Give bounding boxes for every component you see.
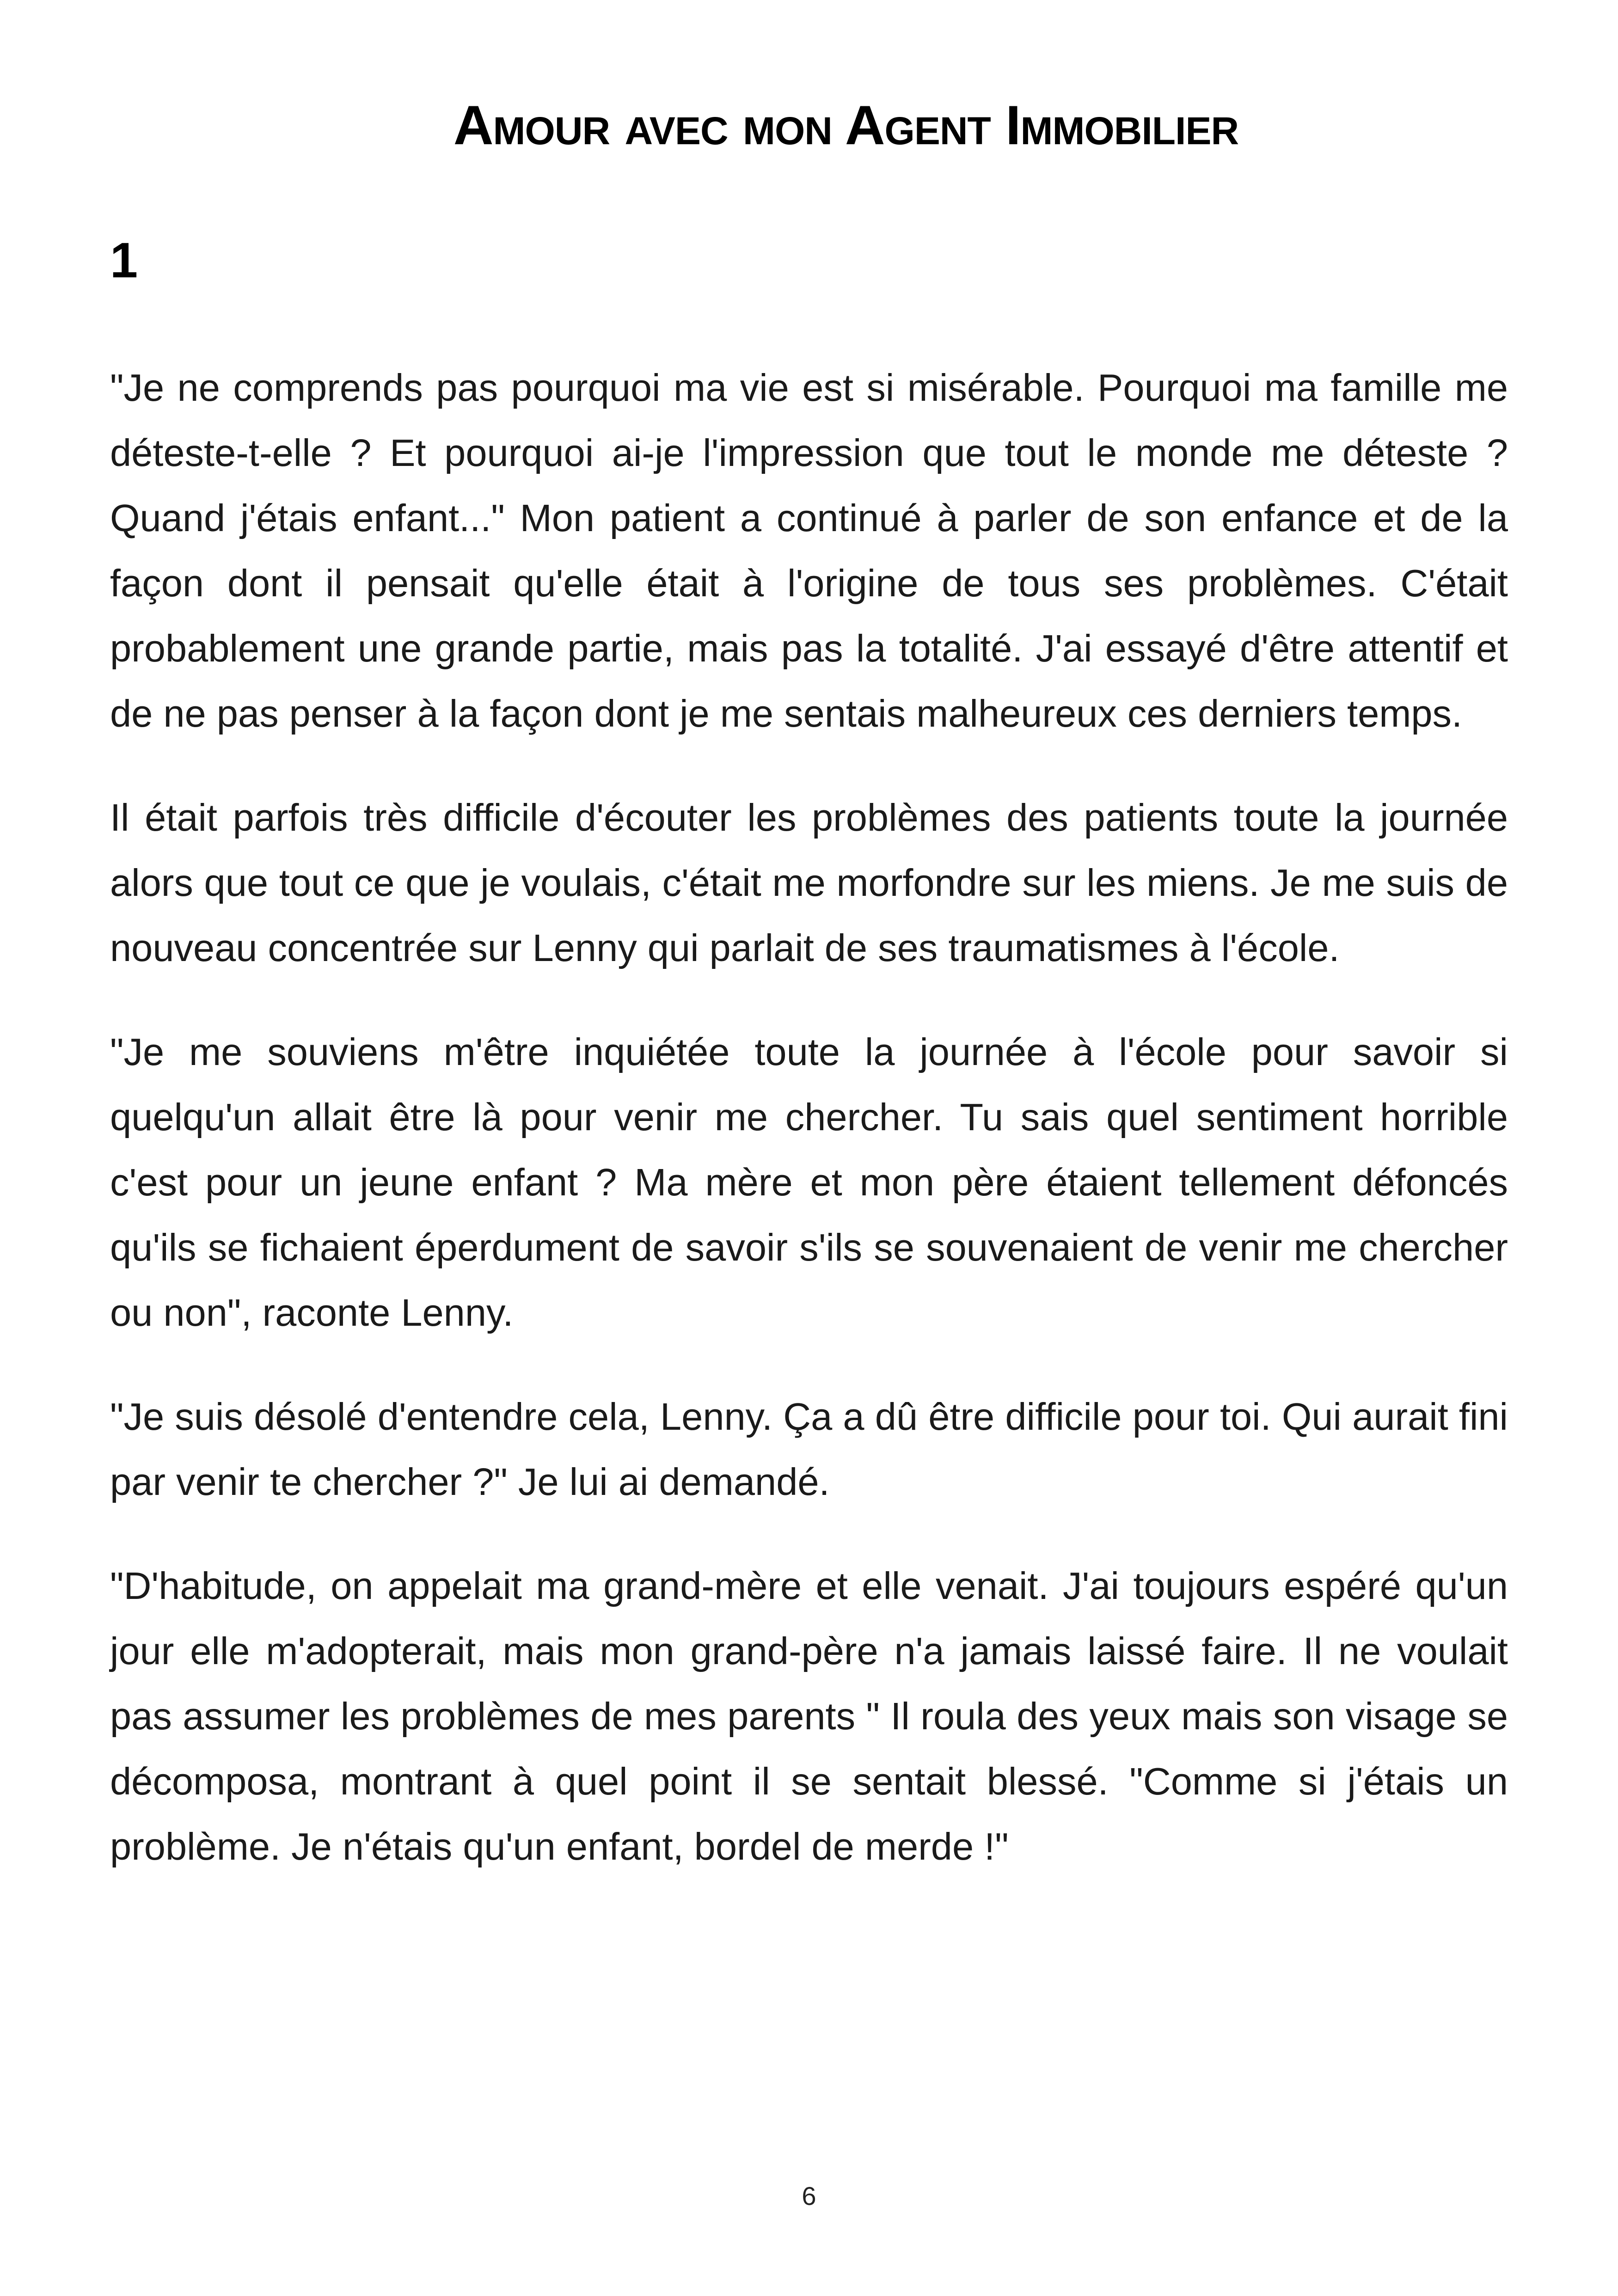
paragraph: Il était parfois très difficile d'écouter les problèmes des patients toute la journée alors que tout ce que je voulais, c'était me morfondre sur les miens. Je me suis de nouveau concentrée sur Lenny qui parlait de ses traumatismes à l'école. — [110, 796, 1508, 969]
paragraph: "Je suis désolé d'entendre cela, Lenny. Ça a dû être difficile pour toi. Qui aurait fini par venir te chercher ?" Je lui ai demandé. — [110, 1395, 1508, 1503]
document-title: Amour avec mon Agent Immobilier — [453, 94, 1239, 156]
paragraph: "Je me souviens m'être inquiétée toute la journée à l'école pour savoir si quelqu'un allait être là pour venir me chercher. Tu sais quel sentiment horrible c'est pour un jeune enfant ? Ma mère et mon père étaient tellement défoncés qu'ils se fichaient éperdument de savoir s'ils se souvenaient de venir me chercher ou non", raconte Lenny. — [110, 1030, 1508, 1334]
chapter-number: 1 — [110, 232, 138, 288]
page-number: 6 — [802, 2181, 816, 2210]
paragraph: "D'habitude, on appelait ma grand-mère et elle venait. J'ai toujours espéré qu'un jour elle m'adopterait, mais mon grand-père n'a jamais laissé faire. Il ne voulait pas assumer les problèmes de mes parents " Il roula des yeux mais son visage se décomposa, montrant à quel point il se sentait blessé. "Comme si j'étais un problème. Je n'étais qu'un enfant, bordel de merde !" — [110, 1564, 1508, 1868]
body-text — [110, 355, 1508, 1918]
paragraph: "Je ne comprends pas pourquoi ma vie est si misérable. Pourquoi ma famille me déteste-t-elle ? Et pourquoi ai-je l'impression que tout le monde me déteste ? Quand j'étais enfant..." Mon patient a continué à parler de son enfance et de la façon dont il pensait qu'elle était à l'origine de tous ses problèmes. C'était probablement une grande partie, mais pas la totalité. J'ai essayé d'être attentif et de ne pas penser à la façon dont je me sentais malheureux ces derniers temps. — [110, 366, 1508, 735]
